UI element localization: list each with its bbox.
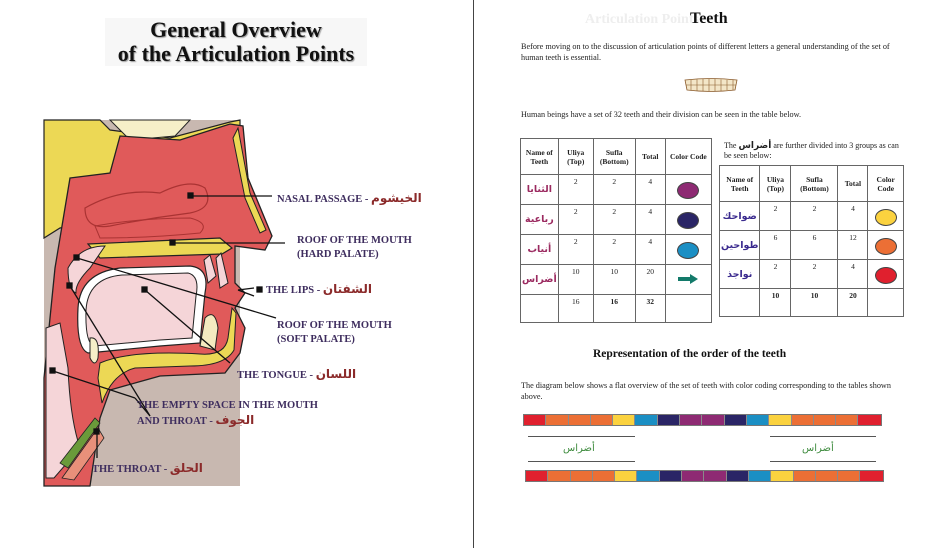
label-ar: الشفتان [322, 282, 373, 296]
tooth-cell [794, 471, 816, 481]
header-total: Total [838, 166, 868, 202]
tooth-cell [615, 471, 637, 481]
cell-color [868, 231, 904, 260]
tooth-cell [816, 471, 838, 481]
cell-top: 2 [760, 260, 791, 289]
tooth-cell [524, 415, 546, 425]
cell-empty [665, 295, 711, 323]
tooth-name: ضواحك [720, 202, 760, 231]
tooth-cell [769, 415, 791, 425]
order-heading: Representation of the order of the teeth [593, 348, 787, 360]
total-bottom: 10 [791, 289, 838, 317]
header-uliya: Uliya (Top) [558, 139, 593, 175]
tooth-cell [838, 471, 860, 481]
color-dot-icon [875, 238, 897, 255]
label-en-line2: (HARD PALATE) [297, 249, 379, 260]
tooth-cell [725, 415, 747, 425]
cell-top: 6 [760, 231, 791, 260]
tooth-cell [814, 415, 836, 425]
total-all: 20 [838, 289, 868, 317]
cell-bottom: 2 [593, 175, 635, 205]
tooth-cell [858, 415, 880, 425]
cell-bottom: 2 [593, 235, 635, 265]
label-ar: الحلق [169, 461, 203, 475]
label-en-line2: AND THROAT - [137, 416, 213, 427]
caption-pre: The [724, 141, 737, 150]
tooth-cell [637, 471, 659, 481]
cell-bottom: 10 [593, 265, 635, 295]
title-line-2: of the Articulation Points [117, 41, 355, 66]
table-row [521, 175, 712, 205]
color-dot-icon [875, 267, 897, 284]
caption-ar: أضراس [738, 141, 772, 151]
tooth-cell [836, 415, 858, 425]
cell-total: 4 [635, 175, 665, 205]
tooth-cell [727, 471, 749, 481]
tooth-cell [747, 415, 769, 425]
cell-bottom: 6 [791, 231, 838, 260]
table-totals-row [720, 289, 904, 317]
total-all: 32 [635, 295, 665, 323]
cell-bottom: 2 [791, 260, 838, 289]
label-en: NASAL PASSAGE - [277, 194, 369, 205]
cell-color [665, 235, 711, 265]
tooth-cell [526, 471, 548, 481]
teeth-count-text: Human beings have a set of 32 teeth and their division can be seen in the table below. [521, 110, 802, 119]
bracket-line [528, 436, 635, 437]
label-tongue [237, 367, 356, 383]
tooth-name: أنياب [521, 235, 559, 265]
table-row [720, 202, 904, 231]
cell-empty [521, 295, 559, 323]
table-row [521, 265, 712, 295]
label-nasal-passage [277, 191, 422, 207]
label-en-line1: ROOF OF THE MOUTH [297, 235, 412, 246]
lower-teeth-strip [525, 470, 884, 482]
header-color-code: Color Code [665, 139, 711, 175]
label-ar: اللسان [315, 367, 357, 381]
header-uliya: Uliya (Top) [760, 166, 791, 202]
cell-empty [720, 289, 760, 317]
tooth-name: الثنايا [521, 175, 559, 205]
label-soft-palate [277, 319, 392, 347]
tooth-cell [749, 471, 771, 481]
upper-teeth-strip [523, 414, 882, 426]
color-dot-icon [875, 209, 897, 226]
cell-top: 10 [558, 265, 593, 295]
cell-total: 4 [838, 260, 868, 289]
tooth-cell [613, 415, 635, 425]
tooth-name: نواجذ [720, 260, 760, 289]
cell-top: 2 [558, 205, 593, 235]
label-ar: الجوف [215, 413, 255, 427]
cell-color [868, 202, 904, 231]
label-en: THE THROAT - [92, 464, 168, 475]
cell-bottom: 2 [791, 202, 838, 231]
adras-label-right: أضراس [802, 443, 834, 454]
teeth-table [520, 138, 712, 323]
header-sufla: Sufla (Bottom) [791, 166, 838, 202]
page-title [105, 18, 367, 66]
cell-top: 2 [760, 202, 791, 231]
cell-color [665, 265, 711, 295]
header-color-code: Color Code [868, 166, 904, 202]
tooth-cell [702, 415, 724, 425]
table-row [720, 231, 904, 260]
arrow-right-icon [678, 275, 698, 283]
tooth-cell [771, 471, 793, 481]
tooth-cell [635, 415, 657, 425]
cell-empty [868, 289, 904, 317]
bracket-line [770, 436, 876, 437]
color-dot-icon [677, 212, 699, 229]
table-header-row [720, 166, 904, 202]
cell-total: 4 [635, 235, 665, 265]
tooth-cell [548, 471, 570, 481]
label-en: THE TONGUE - [237, 370, 314, 381]
cell-top: 2 [558, 235, 593, 265]
ghost-text: Articulation Points [585, 12, 699, 27]
header-sufla: Sufla (Bottom) [593, 139, 635, 175]
tooth-cell [680, 415, 702, 425]
title-line-1: General Overview [150, 17, 322, 42]
adras-table [719, 165, 904, 317]
tooth-cell [593, 471, 615, 481]
cell-top: 2 [558, 175, 593, 205]
table2-caption [724, 141, 904, 161]
total-top: 10 [760, 289, 791, 317]
cell-total: 4 [635, 205, 665, 235]
cell-total: 4 [838, 202, 868, 231]
color-dot-icon [677, 242, 699, 259]
tooth-cell [546, 415, 568, 425]
cell-total: 20 [635, 265, 665, 295]
tooth-name: رباعية [521, 205, 559, 235]
teeth-illustration-icon [683, 77, 739, 93]
cell-bottom: 2 [593, 205, 635, 235]
tooth-cell [704, 471, 726, 481]
tooth-name: طواحين [720, 231, 760, 260]
tooth-cell [660, 471, 682, 481]
cell-color [665, 175, 711, 205]
caption-post: are further divided into 3 groups as can be seen below: [724, 141, 899, 160]
bracket-line [770, 461, 876, 462]
tooth-cell [569, 415, 591, 425]
tooth-cell [591, 415, 613, 425]
adras-label-left: أضراس [563, 443, 595, 454]
table-row [720, 260, 904, 289]
teeth-title: Teeth [690, 10, 728, 27]
tooth-cell [571, 471, 593, 481]
table-row [521, 205, 712, 235]
articulation-diagram [40, 118, 460, 498]
label-en-line1: ROOF OF THE MOUTH [277, 320, 392, 331]
table-row [521, 235, 712, 265]
label-empty-space [137, 399, 318, 429]
color-dot-icon [677, 182, 699, 199]
cell-total: 12 [838, 231, 868, 260]
label-lips [266, 282, 372, 298]
table-totals-row [521, 295, 712, 323]
header-name: Name of Teeth [521, 139, 559, 175]
tooth-name: أضراس [521, 265, 559, 295]
label-en-line2: (SOFT PALATE) [277, 334, 355, 345]
total-top: 16 [558, 295, 593, 323]
intro-paragraph: Before moving on to the discussion of articulation points of different letters a general understanding of the set of human teeth is essential. [521, 42, 890, 62]
cell-color [665, 205, 711, 235]
tooth-cell [860, 471, 882, 481]
header-total: Total [635, 139, 665, 175]
tooth-cell [792, 415, 814, 425]
order-paragraph: The diagram below shows a flat overview of the set of teeth with color coding corresponding to the tables shown above. [521, 381, 891, 401]
header-name: Name of Teeth [720, 166, 760, 202]
tooth-cell [682, 471, 704, 481]
total-bottom: 16 [593, 295, 635, 323]
label-ar: الخيشوم [371, 191, 422, 205]
label-throat [92, 461, 203, 477]
bracket-line [528, 461, 635, 462]
tooth-cell [658, 415, 680, 425]
table-header-row [521, 139, 712, 175]
cell-color [868, 260, 904, 289]
label-en-line1: THE EMPTY SPACE IN THE MOUTH [137, 400, 318, 411]
label-en: THE LIPS - [266, 285, 321, 296]
label-hard-palate [297, 234, 412, 262]
left-page [0, 0, 473, 548]
